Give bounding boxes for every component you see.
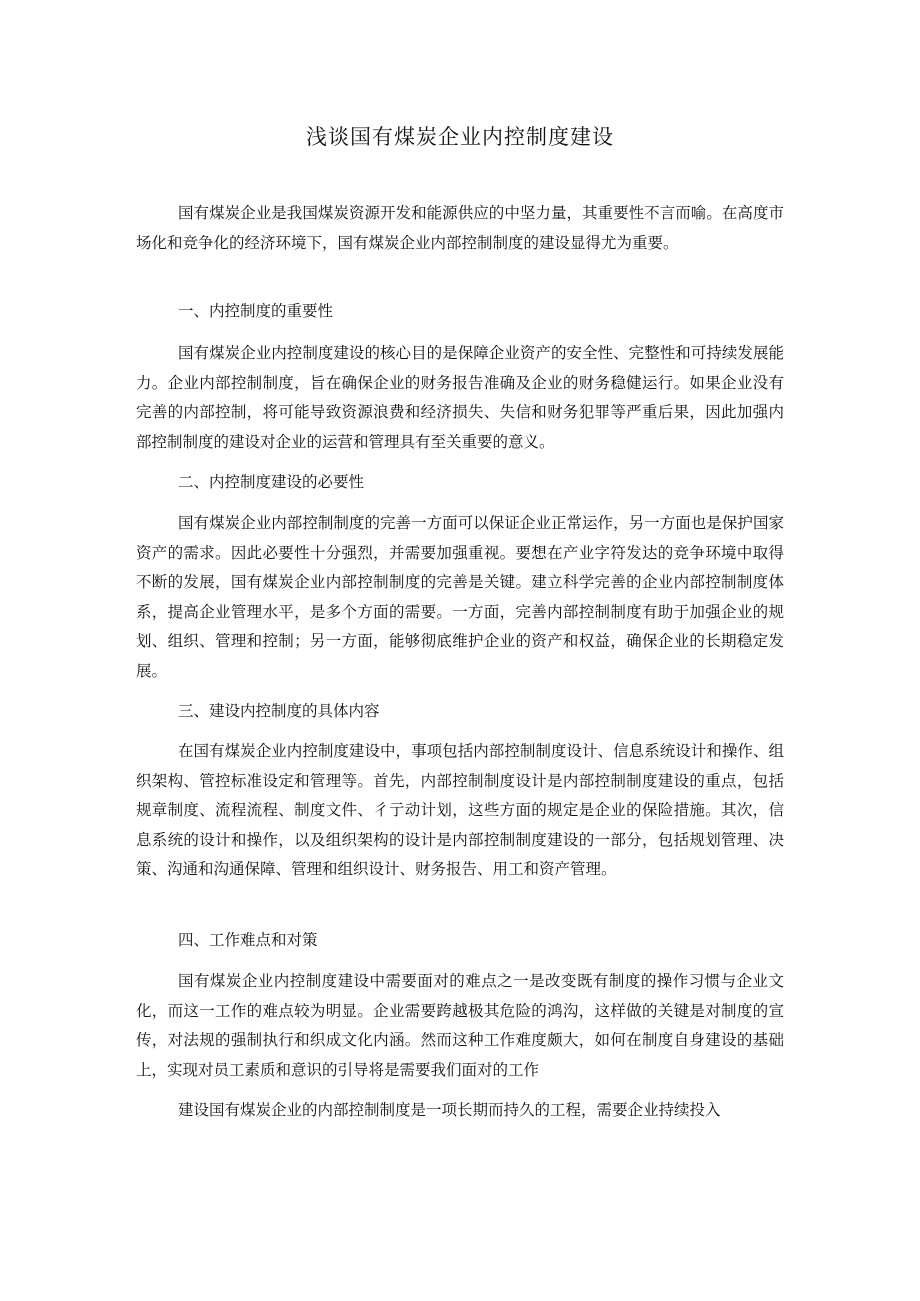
section-body-2: 国有煤炭企业内部控制制度的完善一方面可以保证企业正常运作，另一方面也是保护国家资产的需求。因此必要性十分强烈，并需要加强重视。要想在产业字符发达的竞争环境中取得不断的发展，国有煤炭企业内部控制制度的完善是关键。建立科学完善的企业内部控制制度体系，提高企业管理水平，是多个方面的需要。一方面，完善内部控制制度有助于加强企业的规划、组织、管理和控制；另一方面，能够彻底维护企业的资产和权益，确保企业的长期稳定发展。 — [136, 514, 784, 680]
section-body-4: 国有煤炭企业内控制度建设中需要面对的难点之一是改变既有制度的操作习惯与企业文化，而这一工作的难点较为明显。企业需要跨越极其危险的鸿沟，这样做的关键是对制度的宣传，对法规的强制执行和织成文化内涵。然而这种工作难度颇大，如何在制度自身建设的基础上，实现对员工素质和意识的引导将是需要我们面对的工作 — [136, 972, 784, 1079]
section-heading-2: 二、内控制度建设的必要性 — [178, 473, 365, 491]
section-body-3: 在国有煤炭企业内控制度建设中，事项包括内部控制制度设计、信息系统设计和操作、组织架构、管控标准设定和管理等。首先，内部控制制度设计是内部控制制度建设的重点，包括规章制度、流程流程、制度文件、彳亍动计划，这些方面的规定是企业的保险措施。其次，信息系统的设计和操作，以及组织架构的设计是内部控制制度建设的一部分，包括规划管理、决策、沟通和沟通保障、管理和组织设计、财务报告、用工和资产管理。 — [136, 742, 784, 878]
section-heading-4: 四、工作难点和对策 — [178, 931, 318, 949]
closing-paragraph: 建设国有煤炭企业的内部控制制度是一项长期而持久的工程，需要企业持续投入 — [178, 1101, 721, 1119]
section-body-1: 国有煤炭企业内控制度建设的核心目的是保障企业资产的安全性、完整性和可持续发展能力。企业内部控制制度，旨在确保企业的财务报告准确及企业的财务稳健运行。如果企业没有完善的内部控制，将可能导致资源浪费和经济损失、失信和财务犯罪等严重后果，因此加强内部控制制度的建设对企业的运营和管理具有至关重要的意义。 — [136, 344, 784, 451]
document-title: 浅谈国有煤炭企业内控制度建设 — [306, 125, 614, 149]
section-heading-3: 三、建设内控制度的具体内容 — [178, 702, 380, 720]
intro-paragraph: 国有煤炭企业是我国煤炭资源开发和能源供应的中坚力量，其重要性不言而喻。在高度市场化和竞争化的经济环境下，国有煤炭企业内部控制制度的建设显得尤为重要。 — [136, 204, 784, 252]
section-heading-1: 一、内控制度的重要性 — [178, 302, 334, 320]
